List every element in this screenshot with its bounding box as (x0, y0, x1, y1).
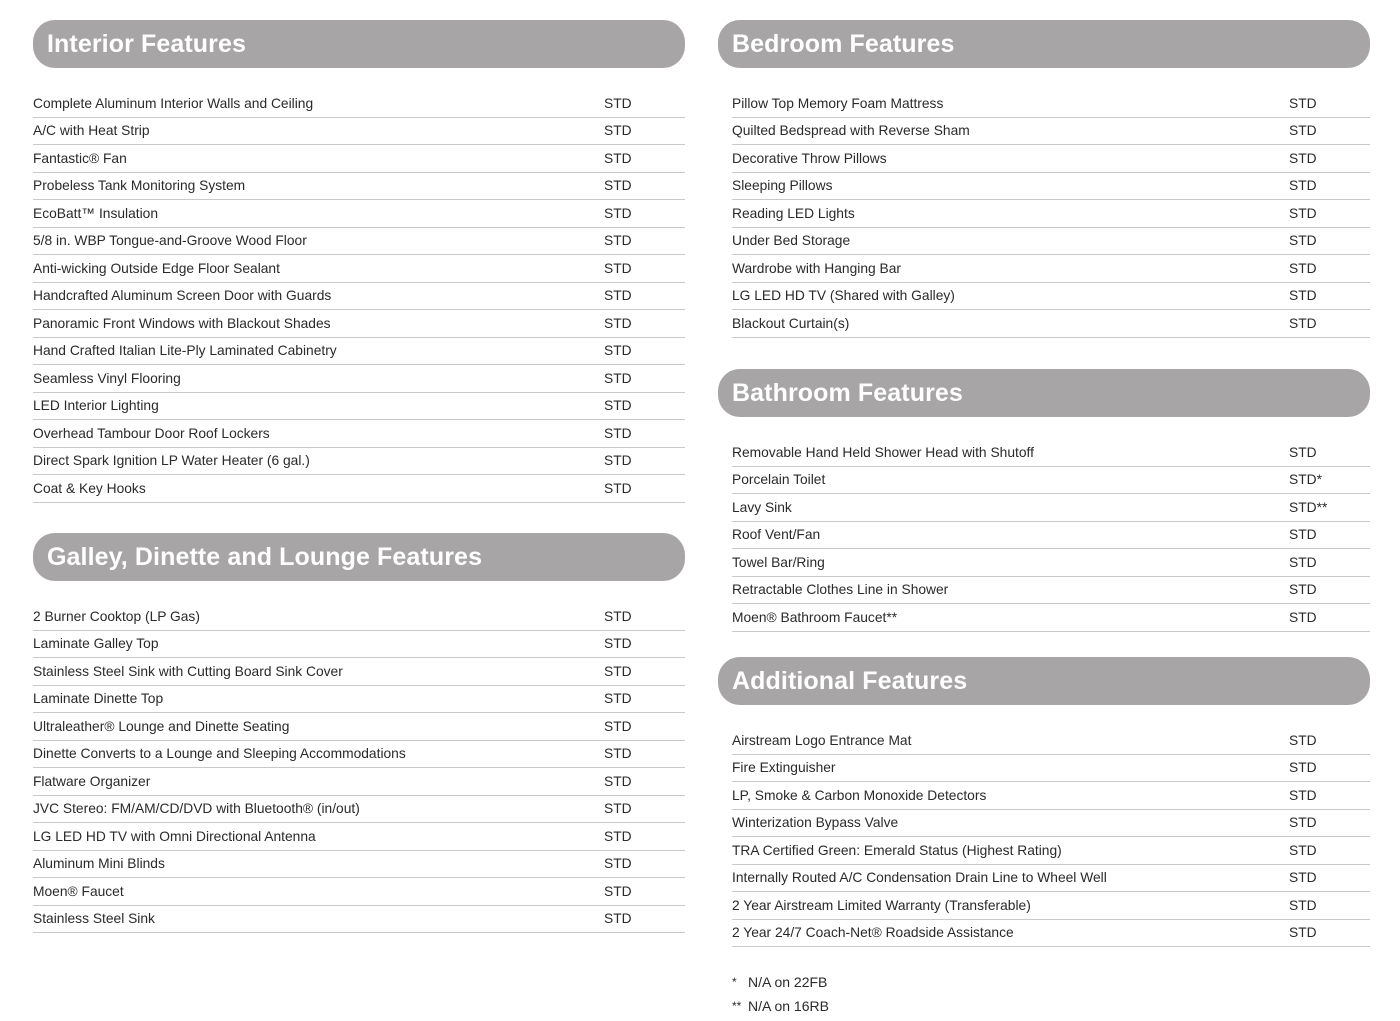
feature-label: LP, Smoke & Carbon Monoxide Detectors (732, 787, 987, 803)
feature-row (732, 228, 1370, 256)
feature-value: STD (604, 636, 632, 652)
feature-label: Porcelain Toilet (732, 472, 826, 488)
section-header (718, 20, 1370, 68)
feature-value: STD (1289, 787, 1317, 803)
feature-label: Coat & Key Hooks (33, 480, 146, 496)
footnotes (732, 970, 829, 1018)
feature-row (732, 727, 1370, 755)
feature-label: 2 Year 24/7 Coach-Net® Roadside Assistance (732, 925, 1014, 941)
feature-row (33, 823, 685, 851)
feature-row (33, 228, 685, 256)
feature-list (732, 90, 1370, 338)
feature-row (33, 393, 685, 421)
footnote (732, 970, 829, 994)
feature-value: STD (604, 95, 632, 111)
feature-row (33, 658, 685, 686)
feature-label: TRA Certified Green: Emerald Status (Highest Rating) (732, 842, 1062, 858)
feature-row (33, 906, 685, 934)
feature-list (33, 603, 685, 933)
feature-value: STD (604, 370, 632, 386)
feature-value: STD (604, 288, 632, 304)
feature-row (33, 713, 685, 741)
feature-row (732, 782, 1370, 810)
feature-row (33, 338, 685, 366)
feature-label: EcoBatt™ Insulation (33, 205, 159, 221)
feature-row (732, 173, 1370, 201)
feature-row (33, 283, 685, 311)
feature-value: STD (604, 343, 632, 359)
feature-value: STD (1289, 150, 1317, 166)
footnote-mark: * (732, 975, 737, 989)
feature-value: STD (604, 480, 632, 496)
feature-value: STD (1289, 527, 1317, 543)
feature-value: STD (604, 746, 632, 762)
feature-value: STD (1289, 732, 1317, 748)
feature-label: LG LED HD TV (Shared with Galley) (732, 288, 955, 304)
feature-row (732, 892, 1370, 920)
feature-row (732, 255, 1370, 283)
feature-row (33, 878, 685, 906)
feature-value: STD (604, 425, 632, 441)
feature-label: Lavy Sink (732, 499, 792, 515)
feature-label: Handcrafted Aluminum Screen Door with Guards (33, 288, 332, 304)
feature-label: Dinette Converts to a Lounge and Sleeping Accommodations (33, 746, 406, 762)
feature-value: STD (604, 883, 632, 899)
interior-features-section (33, 20, 685, 503)
feature-row (732, 577, 1370, 605)
feature-label: Quilted Bedspread with Reverse Sham (732, 123, 970, 139)
feature-label: Hand Crafted Italian Lite-Ply Laminated Cabinetry (33, 343, 337, 359)
footnote (732, 994, 829, 1018)
feature-label: Laminate Galley Top (33, 636, 159, 652)
footnote-mark: ** (732, 999, 742, 1013)
feature-label: 2 Year Airstream Limited Warranty (Transferable) (732, 897, 1031, 913)
feature-label: Moen® Faucet (33, 883, 124, 899)
feature-label: Panoramic Front Windows with Blackout Shades (33, 315, 331, 331)
feature-value: STD (1289, 609, 1317, 625)
feature-label: Sleeping Pillows (732, 178, 833, 194)
feature-row (732, 522, 1370, 550)
feature-row (33, 90, 685, 118)
feature-value: STD (1289, 925, 1317, 941)
feature-label: LED Interior Lighting (33, 398, 159, 414)
feature-label: Towel Bar/Ring (732, 554, 825, 570)
feature-value: STD (604, 398, 632, 414)
feature-label: Under Bed Storage (732, 233, 851, 249)
feature-value: STD** (1289, 499, 1328, 515)
feature-row (732, 549, 1370, 577)
feature-value: STD (1289, 260, 1317, 276)
galley-features-section (33, 533, 685, 933)
section-header (718, 369, 1370, 417)
feature-value: STD (1289, 870, 1317, 886)
feature-label: Internally Routed A/C Condensation Drain Line to Wheel Well (732, 870, 1107, 886)
feature-label: Winterization Bypass Valve (732, 815, 899, 831)
feature-row (732, 755, 1370, 783)
section-title: Interior Features (47, 29, 246, 58)
feature-value: STD (1289, 95, 1317, 111)
feature-row (33, 118, 685, 146)
feature-label: Blackout Curtain(s) (732, 315, 850, 331)
feature-label: Fantastic® Fan (33, 150, 127, 166)
feature-row (33, 255, 685, 283)
feature-row (33, 365, 685, 393)
feature-row (732, 118, 1370, 146)
feature-row (732, 865, 1370, 893)
feature-label: A/C with Heat Strip (33, 123, 150, 139)
feature-row (732, 494, 1370, 522)
feature-row (732, 439, 1370, 467)
feature-row (33, 475, 685, 503)
feature-label: Ultraleather® Lounge and Dinette Seating (33, 718, 290, 734)
additional-features-section (718, 657, 1370, 947)
feature-row (33, 768, 685, 796)
feature-label: 2 Burner Cooktop (LP Gas) (33, 608, 200, 624)
feature-value: STD* (1289, 472, 1322, 488)
feature-label: Roof Vent/Fan (732, 527, 821, 543)
feature-row (33, 200, 685, 228)
feature-label: Decorative Throw Pillows (732, 150, 887, 166)
section-header (718, 657, 1370, 705)
feature-value: STD (604, 260, 632, 276)
feature-row (33, 420, 685, 448)
section-header (33, 533, 685, 581)
feature-label: Complete Aluminum Interior Walls and Ceiling (33, 95, 314, 111)
feature-row (732, 604, 1370, 632)
feature-row (732, 810, 1370, 838)
section-title: Bedroom Features (732, 29, 955, 58)
feature-value: STD (604, 911, 632, 927)
footnote-text: N/A on 16RB (748, 998, 829, 1014)
feature-value: STD (1289, 123, 1317, 139)
feature-value: STD (1289, 205, 1317, 221)
feature-row (732, 920, 1370, 948)
feature-value: STD (604, 178, 632, 194)
feature-label: Wardrobe with Hanging Bar (732, 260, 901, 276)
feature-label: 5/8 in. WBP Tongue-and-Groove Wood Floor (33, 233, 307, 249)
feature-label: Stainless Steel Sink with Cutting Board Sink Cover (33, 663, 343, 679)
feature-label: Removable Hand Held Shower Head with Shutoff (732, 444, 1034, 460)
feature-value: STD (604, 718, 632, 734)
feature-row (33, 631, 685, 659)
feature-label: Anti-wicking Outside Edge Floor Sealant (33, 260, 280, 276)
feature-value: STD (1289, 233, 1317, 249)
feature-value: STD (1289, 554, 1317, 570)
feature-row (33, 145, 685, 173)
section-title: Bathroom Features (732, 378, 963, 407)
feature-label: Airstream Logo Entrance Mat (732, 732, 912, 748)
section-title: Additional Features (732, 666, 968, 695)
feature-row (33, 173, 685, 201)
feature-value: STD (604, 773, 632, 789)
feature-value: STD (1289, 288, 1317, 304)
feature-label: LG LED HD TV with Omni Directional Antenna (33, 828, 316, 844)
feature-row (732, 310, 1370, 338)
feature-value: STD (604, 663, 632, 679)
feature-label: Retractable Clothes Line in Shower (732, 582, 949, 598)
feature-row (732, 467, 1370, 495)
feature-list (732, 727, 1370, 947)
feature-label: Pillow Top Memory Foam Mattress (732, 95, 944, 111)
feature-row (33, 741, 685, 769)
feature-value: STD (604, 233, 632, 249)
feature-label: JVC Stereo: FM/AM/CD/DVD with Bluetooth® (in/out) (33, 801, 360, 817)
feature-value: STD (604, 205, 632, 221)
feature-value: STD (604, 691, 632, 707)
feature-value: STD (604, 828, 632, 844)
feature-row (732, 90, 1370, 118)
section-title: Galley, Dinette and Lounge Features (47, 542, 483, 571)
feature-label: Flatware Organizer (33, 773, 151, 789)
feature-row (33, 448, 685, 476)
feature-row (732, 837, 1370, 865)
feature-row (33, 851, 685, 879)
feature-value: STD (1289, 842, 1317, 858)
feature-row (732, 283, 1370, 311)
feature-value: STD (604, 123, 632, 139)
feature-row (33, 686, 685, 714)
feature-label: Laminate Dinette Top (33, 691, 164, 707)
feature-list (33, 90, 685, 503)
feature-list (732, 439, 1370, 632)
feature-label: Stainless Steel Sink (33, 911, 155, 927)
feature-value: STD (604, 608, 632, 624)
feature-value: STD (604, 315, 632, 331)
feature-label: Direct Spark Ignition LP Water Heater (6 gal.) (33, 453, 310, 469)
bedroom-features-section (718, 20, 1370, 338)
feature-row (33, 603, 685, 631)
feature-value: STD (1289, 815, 1317, 831)
feature-label: Seamless Vinyl Flooring (33, 370, 181, 386)
feature-label: Reading LED Lights (732, 205, 855, 221)
feature-row (732, 145, 1370, 173)
feature-value: STD (604, 856, 632, 872)
feature-label: Aluminum Mini Blinds (33, 856, 165, 872)
bathroom-features-section (718, 369, 1370, 632)
feature-row (732, 200, 1370, 228)
feature-value: STD (604, 150, 632, 166)
feature-value: STD (604, 453, 632, 469)
feature-value: STD (1289, 582, 1317, 598)
feature-value: STD (1289, 897, 1317, 913)
feature-label: Overhead Tambour Door Roof Lockers (33, 425, 270, 441)
feature-label: Probeless Tank Monitoring System (33, 178, 246, 194)
feature-label: Moen® Bathroom Faucet** (732, 609, 898, 625)
feature-row (33, 796, 685, 824)
footnote-text: N/A on 22FB (748, 974, 828, 990)
feature-value: STD (1289, 760, 1317, 776)
feature-row (33, 310, 685, 338)
feature-label: Fire Extinguisher (732, 760, 836, 776)
feature-value: STD (604, 801, 632, 817)
feature-value: STD (1289, 315, 1317, 331)
feature-value: STD (1289, 444, 1317, 460)
feature-value: STD (1289, 178, 1317, 194)
section-header (33, 20, 685, 68)
